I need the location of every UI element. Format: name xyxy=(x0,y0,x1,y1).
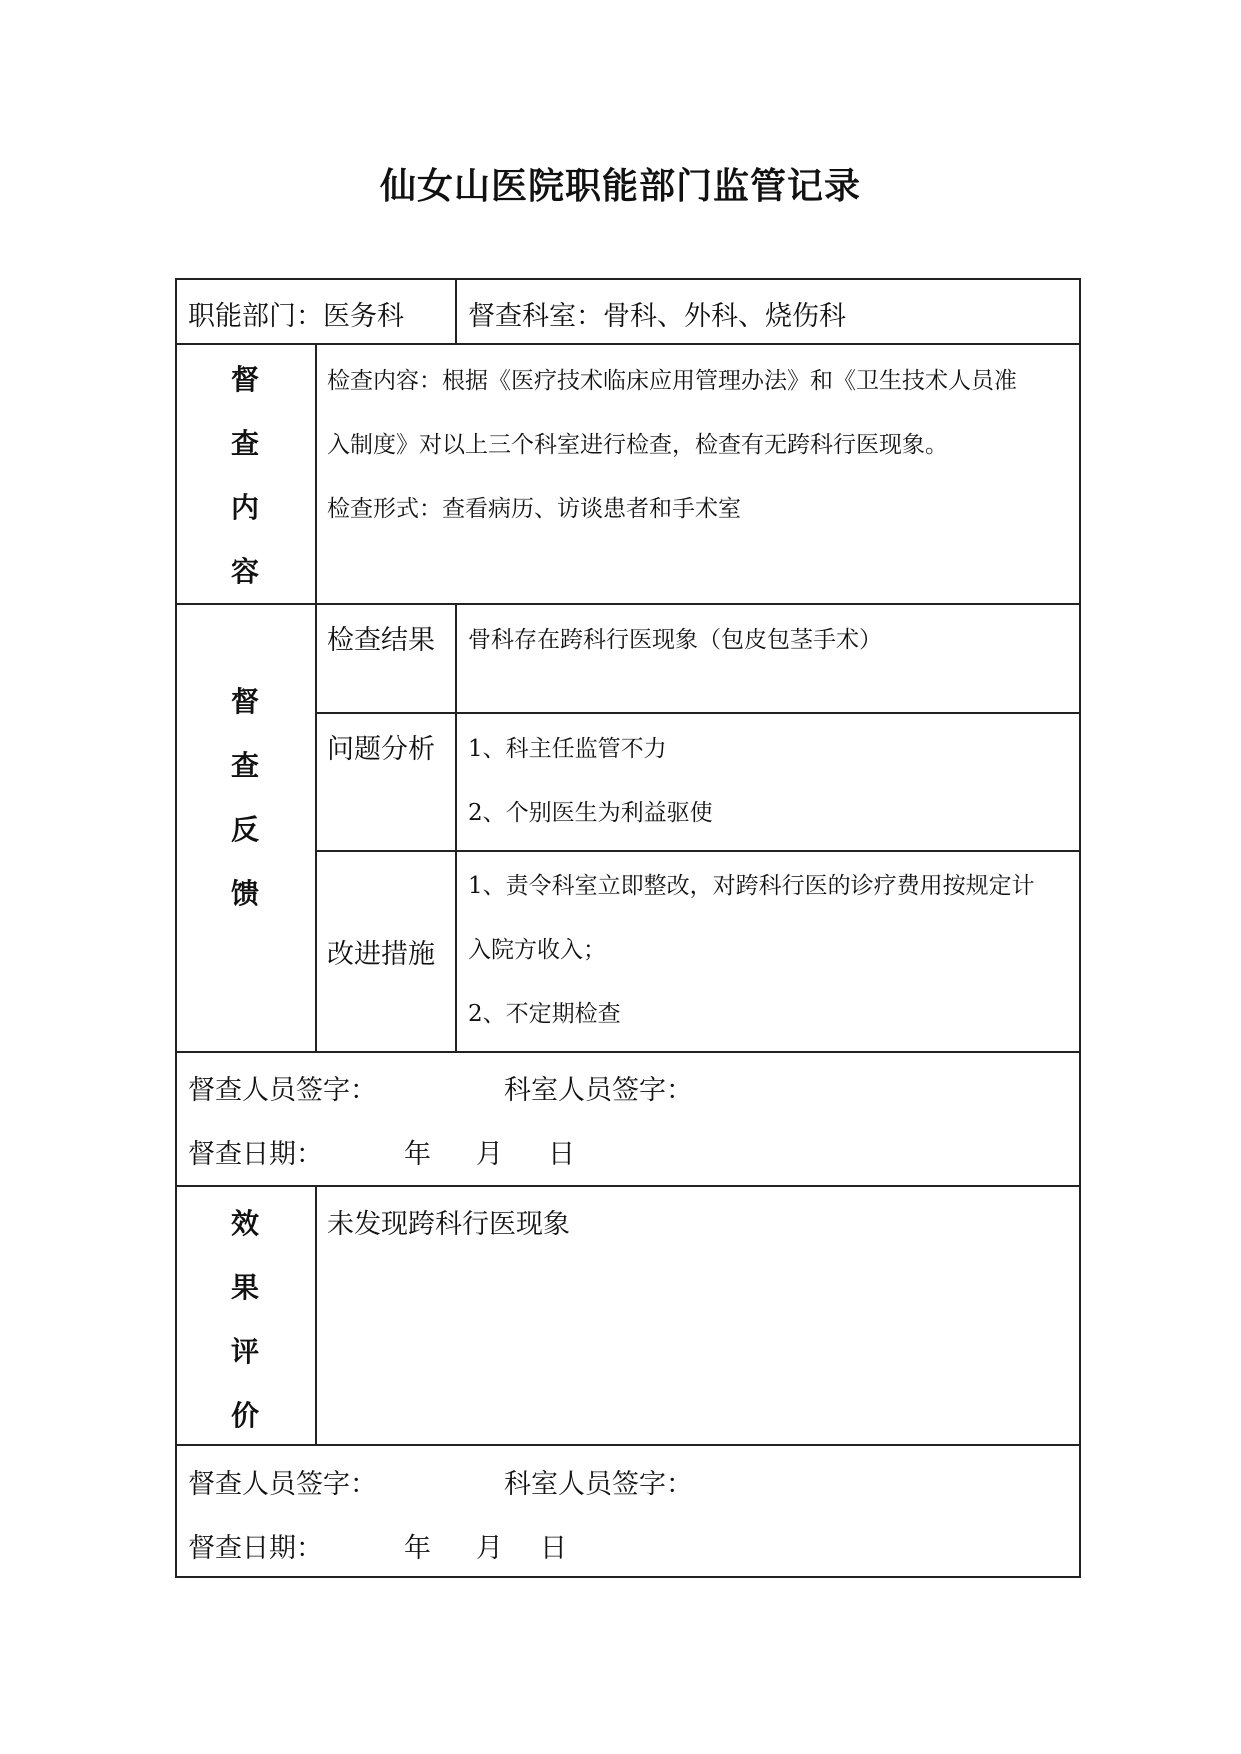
measure-item: 2、不定期检查 xyxy=(468,1001,621,1027)
evaluation-text: 未发现跨科行医现象 xyxy=(327,1209,570,1240)
column-divider xyxy=(315,343,317,1051)
row-divider xyxy=(175,603,1081,605)
column-divider xyxy=(455,278,457,343)
inspect-vertical-char: 查 xyxy=(230,427,259,460)
table-border-top xyxy=(175,278,1081,280)
evaluation-vertical-char: 价 xyxy=(230,1399,259,1432)
inspect-vertical-char: 督 xyxy=(230,363,259,396)
table-border-right xyxy=(1079,278,1081,1578)
dept-label: 职能部门：医务科 xyxy=(188,301,404,332)
inspect-form-line: 检查形式：查看病历、访谈患者和手术室 xyxy=(327,496,741,522)
inspect-vertical-char: 内 xyxy=(230,491,259,524)
measure-item: 1、责令科室立即整改，对跨科行医的诊疗费用按规定计 xyxy=(468,873,1035,899)
row-divider xyxy=(175,1051,1081,1053)
inspect-content-line: 入制度》对以上三个科室进行检查，检查有无跨科行医现象。 xyxy=(327,432,948,458)
measure-item: 入院方收入； xyxy=(468,937,606,963)
column-divider xyxy=(455,603,457,1051)
inspect-date-label: 督查日期： xyxy=(188,1533,323,1564)
inspector-signature-label: 督查人员签字： xyxy=(188,1075,377,1106)
inspect-content-line: 检查内容：根据《医疗技术临床应用管理办法》和《卫生技术人员准 xyxy=(327,368,1017,394)
dept-signature-label: 科室人员签字： xyxy=(504,1469,693,1500)
inspect-vertical-char: 容 xyxy=(230,555,259,588)
measures-label: 改进措施 xyxy=(327,939,435,970)
analysis-label: 问题分析 xyxy=(327,734,435,765)
record-table xyxy=(175,278,1081,1578)
date-day: 日 xyxy=(548,1139,575,1170)
feedback-vertical-char: 馈 xyxy=(230,877,259,910)
feedback-vertical-char: 督 xyxy=(230,685,259,718)
row-divider xyxy=(175,1185,1081,1187)
evaluation-vertical-char: 果 xyxy=(230,1271,259,1304)
column-divider xyxy=(315,1185,317,1444)
date-day: 日 xyxy=(540,1533,567,1564)
inspect-date-label: 督查日期： xyxy=(188,1139,323,1170)
row-divider xyxy=(175,343,1081,345)
feedback-vertical-char: 查 xyxy=(230,749,259,782)
inspector-signature-label: 督查人员签字： xyxy=(188,1469,377,1500)
date-year: 年 xyxy=(404,1533,431,1564)
analysis-item: 1、科主任监管不力 xyxy=(468,736,667,762)
evaluation-vertical-char: 评 xyxy=(230,1335,259,1368)
row-divider xyxy=(315,712,1081,714)
table-border-bottom xyxy=(175,1576,1081,1578)
feedback-vertical-char: 反 xyxy=(230,813,259,846)
date-month: 月 xyxy=(476,1139,503,1170)
result-text: 骨科存在跨科行医现象（包皮包茎手术） xyxy=(468,627,882,653)
dept-signature-label: 科室人员签字： xyxy=(504,1075,693,1106)
date-year: 年 xyxy=(404,1139,431,1170)
result-label: 检查结果 xyxy=(327,625,435,656)
table-border-left xyxy=(175,278,177,1578)
evaluation-vertical-char: 效 xyxy=(230,1207,259,1240)
row-divider xyxy=(315,850,1081,852)
target-depts: 督查科室：骨科、外科、烧伤科 xyxy=(468,301,846,332)
row-divider xyxy=(175,1444,1081,1446)
analysis-item: 2、个别医生为利益驱使 xyxy=(468,800,713,826)
page-title: 仙女山医院职能部门监管记录 xyxy=(379,165,861,207)
date-month: 月 xyxy=(476,1533,503,1564)
